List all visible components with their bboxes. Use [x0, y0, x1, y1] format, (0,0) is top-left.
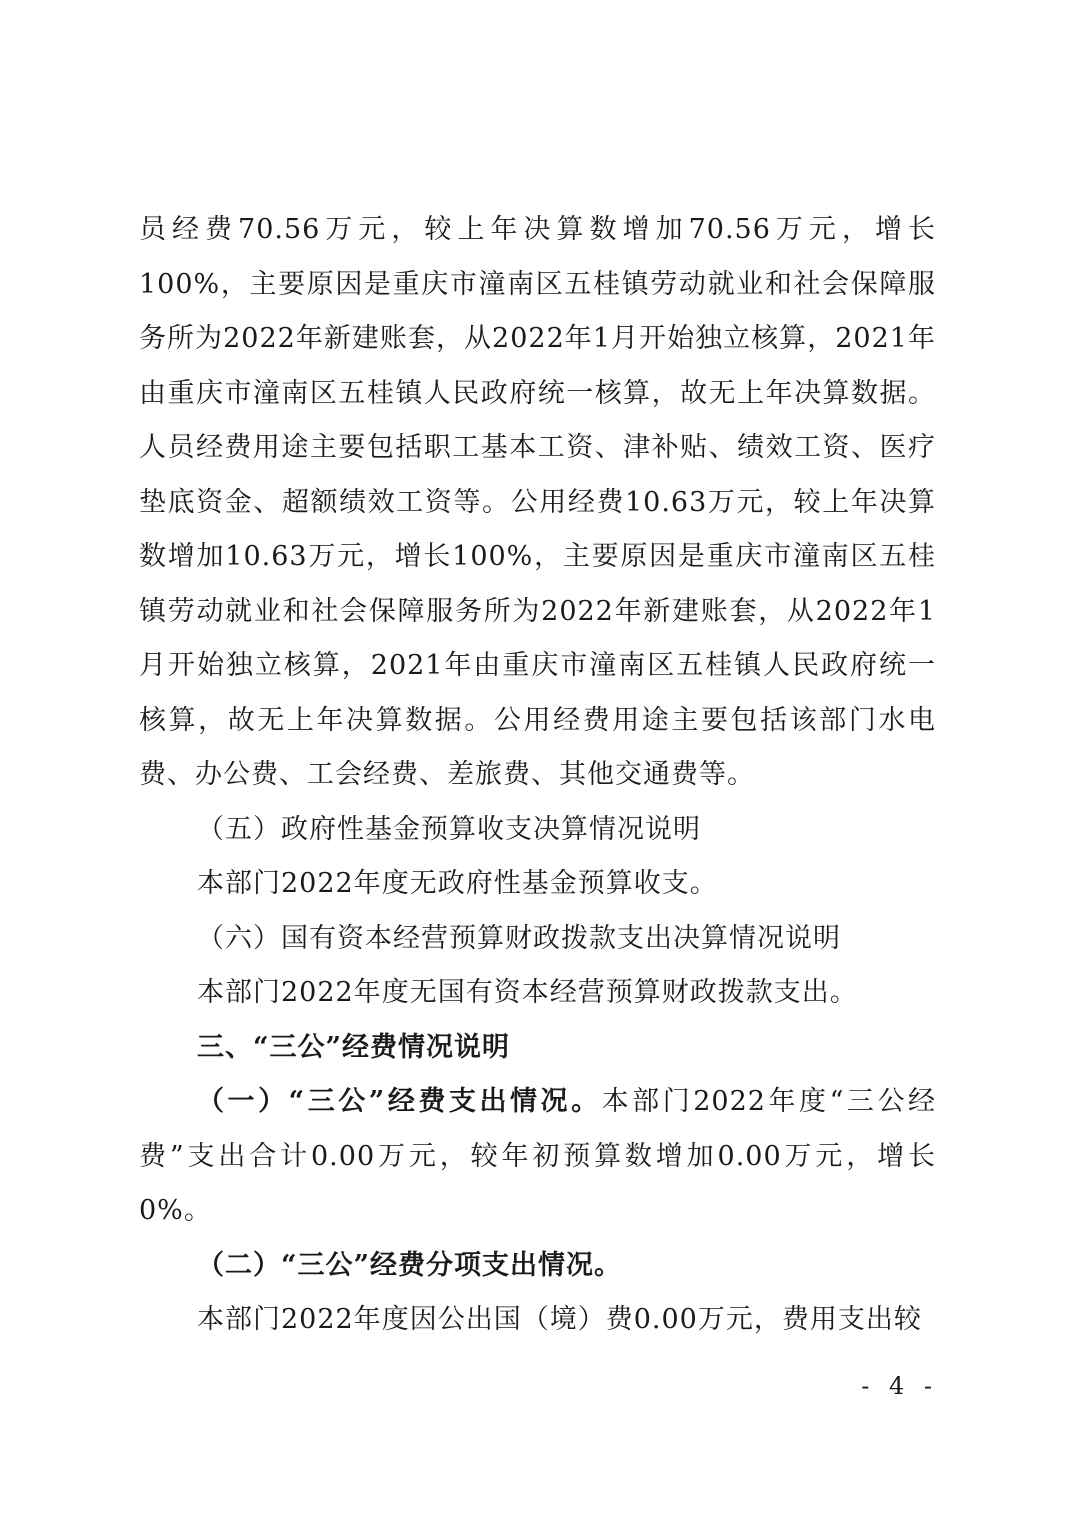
body-paragraph-government-fund-budget: 本部门2022年度无政府性基金预算收支。 [197, 868, 718, 899]
section-heading-government-fund-budget: （五）政府性基金预算收支决算情况说明 [197, 813, 701, 845]
body-paragraph-personnel-and-public-funds: 员经费70.56万元，较上年决算数增加70.56万元，增长100%，主要原因是重庆市潼南区五桂镇劳动就业和社会保障服务所为2022年新建账套，从2022年1月开始独立核算，2021年由重庆市潼南区五桂镇人民政府统一核算，故无上年决算数据。人员经费用途主要包括职工基本工资、津补贴、绩效工资、医疗垫底资金、超额绩效工资等。公用经费10.63万元，较上年决算数增加10.63万元，增长100%，主要原因是重庆市潼南区五桂镇劳动就业和社会保障服务所为2022年新建账套，从2022年1月开始独立核算，2021年由重庆市潼南区五桂镇人民政府统一核算，故无上年决算数据。公用经费用途主要包括该部门水电费、办公费、工会经费、差旅费、其他交通费等。 [139, 214, 936, 790]
subheading-three-public-expenses-total: （一）“三公”经费支出情况。 [197, 1086, 602, 1117]
body-paragraph-state-capital-budget: 本部门2022年度无国有资本经营预算财政拨款支出。 [197, 977, 858, 1008]
section-heading-state-capital-budget: （六）国有资本经营预算财政拨款支出决算情况说明 [197, 922, 841, 954]
body-three-public-expenses-total: 本部门2022年度“三公经费”支出合计0.00万元，较年初预算数增加0.00万元，增长0%。 [139, 1086, 936, 1226]
document-body [139, 203, 936, 1348]
chapter-heading-three-public-expenses: 三、“三公”经费情况说明 [197, 1031, 511, 1063]
body-paragraph-overseas-travel: 本部门2022年度因公出国（境）费0.00万元，费用支出较 [197, 1304, 922, 1335]
paragraph-three-public-expenses-total [139, 1075, 936, 1239]
page-number: - 4 - [861, 1372, 938, 1400]
subheading-three-public-expenses-itemized: （二）“三公”经费分项支出情况。 [197, 1249, 623, 1281]
